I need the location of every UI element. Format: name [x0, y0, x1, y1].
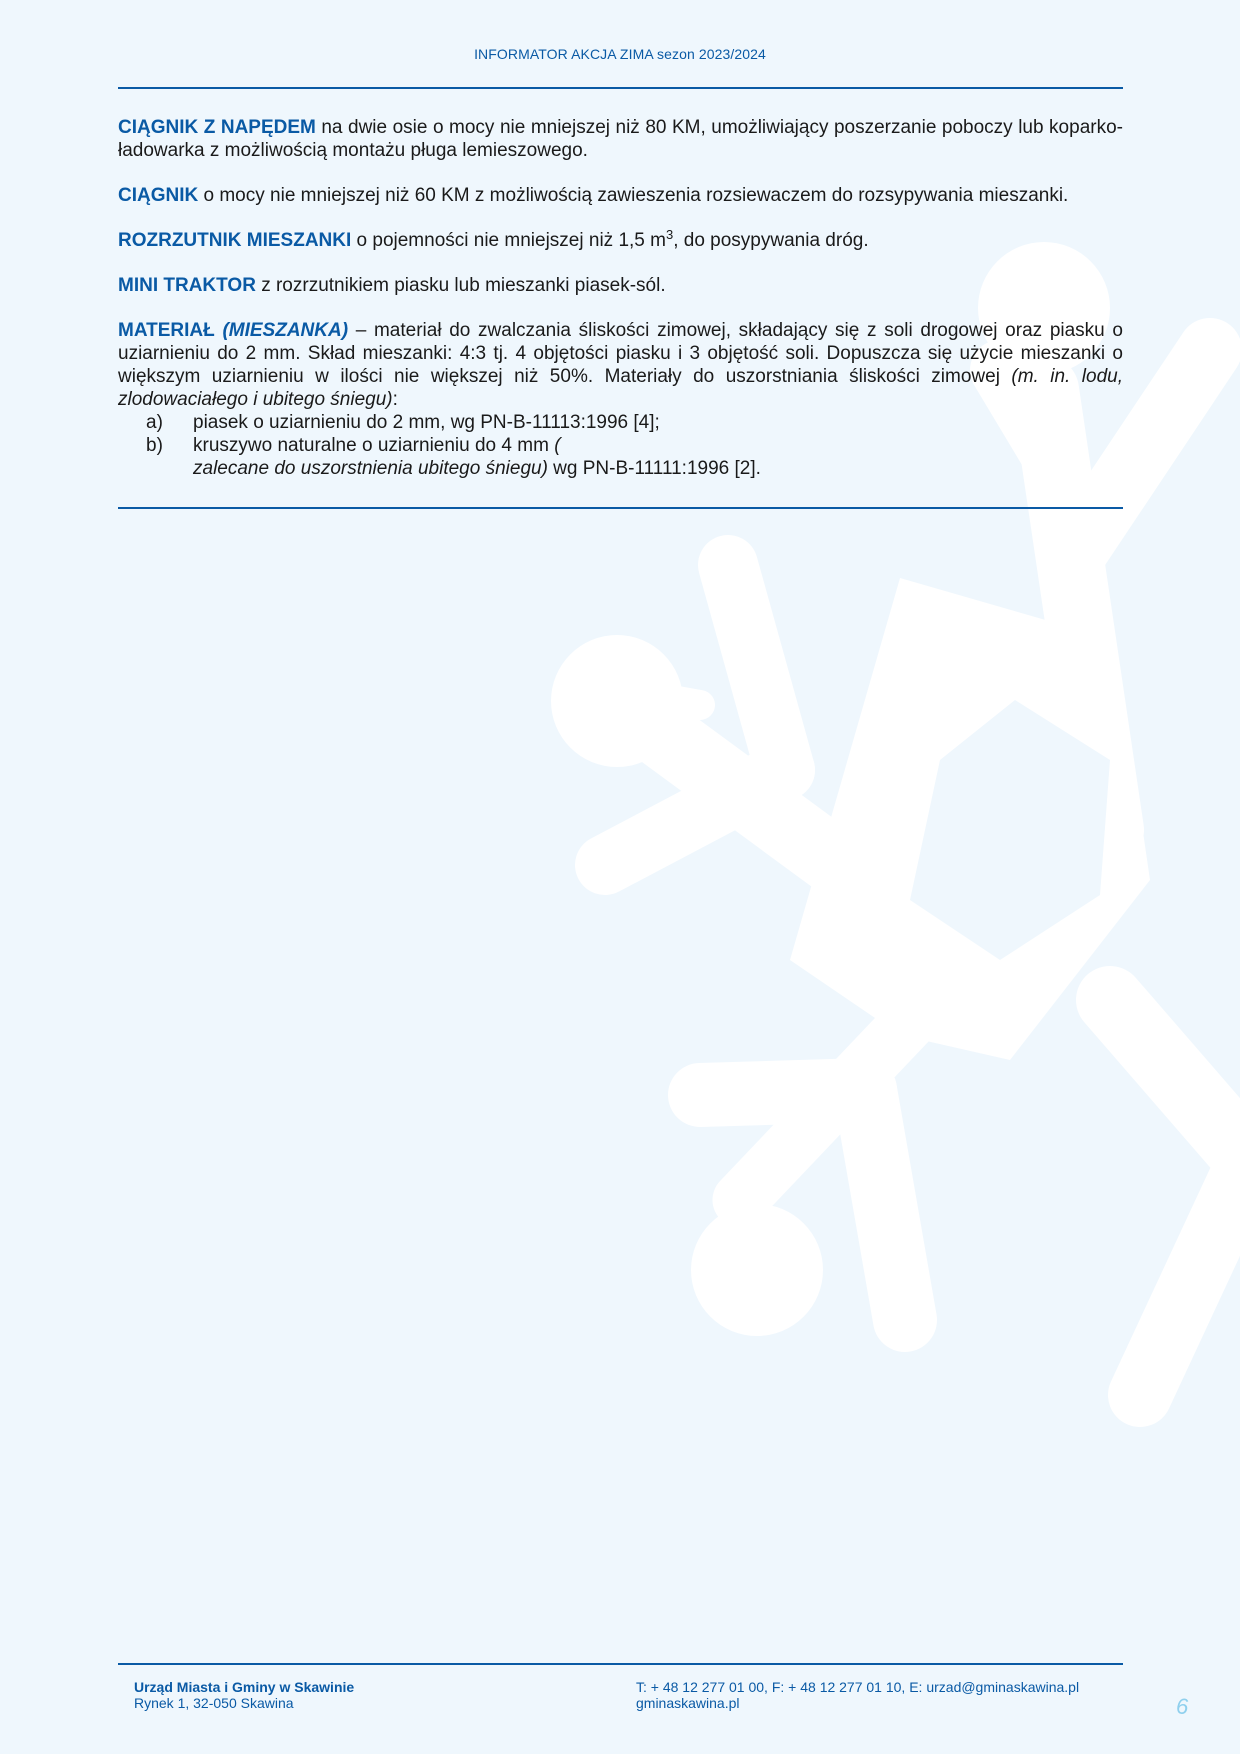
content-divider [118, 507, 1123, 509]
text-rozrzutnik: o pojemności nie mniejszej niż 1,5 m [351, 230, 666, 251]
paragraph-ciagnik-naped [118, 116, 1123, 162]
list-item [118, 411, 1123, 434]
list-item-italic-text: zalecane do uszorstnienia ubitego śniegu) [193, 458, 548, 479]
paragraph-ciagnik [118, 184, 1123, 207]
term-mini-traktor: MINI TRAKTOR [118, 275, 256, 296]
text-mini-traktor: z rozrzutnikiem piasku lub mieszanki piasek-sól. [255, 275, 666, 296]
paragraph-mini-traktor [118, 274, 1123, 297]
paragraph-rozrzutnik [118, 229, 1123, 252]
list-marker: b) [146, 435, 163, 456]
term-rozrzutnik: ROZRZUTNIK MIESZANKI [118, 230, 352, 251]
list-item-text: kruszywo naturalne o uziarnieniu do 4 mm [193, 435, 555, 456]
list-item [118, 434, 1123, 480]
footer-street: Rynek 1, 32-050 Skawina [134, 1695, 294, 1711]
header-divider [118, 87, 1123, 89]
footer-contact [636, 1679, 1079, 1711]
text-ciagnik-naped: na dwie osie o mocy nie mniejszej niż 80 KM, umożliwiający poszerzanie poboczy lub koparko-ładowarka z możliwością montażu pługa lemieszowego. [118, 117, 1123, 161]
text-material: – materiał do zwalczania śliskości zimowej, składający się z soli drogowej oraz piasku o uziarnieniu do 2 mm. Skład mieszanki: 4:3 tj. 4 objętości piasku i 3 objętość soli. Dopuszcza się użycie mieszanki o większym uziarnieniu w ilości nie większej niż 50%. Materiały do uszorstniania śliskości zimowej [118, 320, 1123, 387]
term-material-italic: (MIESZANKA) [222, 320, 349, 341]
term-ciagnik-naped: CIĄGNIK Z NAPĘDEM [118, 117, 316, 138]
list-marker: a) [146, 412, 163, 433]
footer-address [134, 1679, 354, 1711]
term-ciagnik: CIĄGNIK [118, 185, 199, 206]
footer-contact-line: T: + 48 12 277 01 00, F: + 48 12 277 01 10, E: urzad@gminaskawina.pl [636, 1679, 1080, 1695]
term-material: MATERIAŁ [118, 320, 215, 341]
paragraph-material [118, 319, 1123, 411]
list-item-text: piasek o uziarnieniu do 2 mm, wg PN-B-11113:1996 [4]; [193, 412, 660, 433]
footer-org-name: Urząd Miasta i Gminy w Skawinie [134, 1679, 355, 1695]
text-material-end: : [392, 389, 398, 410]
materials-list [118, 411, 1123, 480]
list-item-italic-open: ( [554, 435, 561, 456]
page-number: 6 [1176, 1694, 1189, 1719]
header-title: INFORMATOR AKCJA ZIMA sezon 2023/2024 [474, 46, 766, 62]
text-ciagnik: o mocy nie mniejszej niż 60 KM z możliwością zawieszenia rozsiewaczem do rozsypywania mieszanki. [198, 185, 1069, 206]
text-rozrzutnik-end: , do posypywania dróg. [673, 230, 869, 251]
document-body [118, 116, 1123, 480]
text-material-italic: (m. in. lodu, zlodowaciałego i ubitego śniegu) [118, 366, 1123, 410]
superscript-3: 3 [665, 227, 674, 242]
footer-divider [118, 1663, 1123, 1665]
list-item-text-end: wg PN-B-11111:1996 [2]. [547, 458, 761, 479]
footer-website: gminaskawina.pl [636, 1695, 740, 1711]
